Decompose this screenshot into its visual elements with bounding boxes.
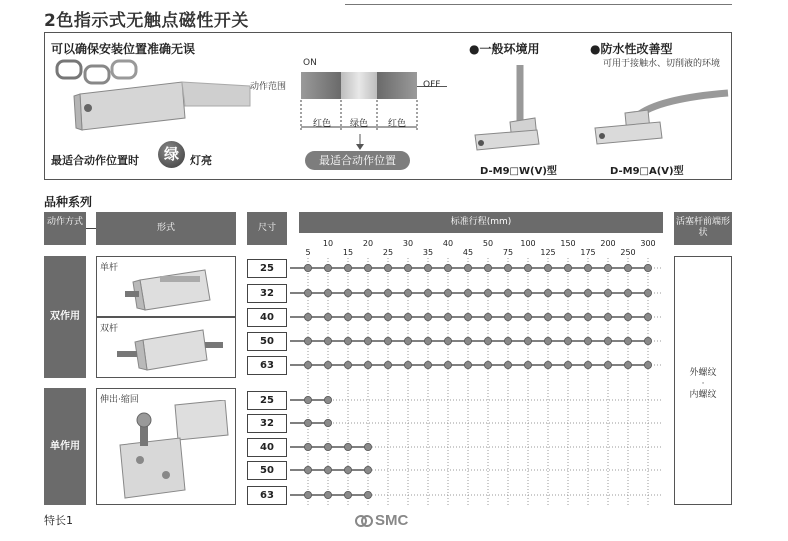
stroke-dot (564, 264, 571, 271)
action-single: 单作用 (44, 388, 86, 505)
form-extend-retract-label: 伸出·缩回 (100, 395, 139, 405)
stroke-dot (384, 361, 391, 368)
stroke-dot (324, 419, 331, 426)
stroke-dot (584, 361, 591, 368)
caption-suffix: 灯亮 (190, 154, 212, 167)
stroke-dot (524, 313, 531, 320)
stroke-dot (624, 289, 631, 296)
size-cell: 63 (247, 486, 287, 505)
stroke-label: 100 (520, 239, 536, 248)
stroke-dot (364, 337, 371, 344)
stroke-dot (644, 264, 651, 271)
stroke-dot (524, 337, 531, 344)
green-lamp-icon: 绿 (158, 141, 185, 168)
stroke-label: 75 (502, 248, 514, 257)
stroke-dot (644, 361, 651, 368)
stroke-label: 5 (305, 248, 311, 257)
variant-waterproof-model: D-M9□A(V)型 (610, 166, 684, 177)
stroke-label: 150 (560, 239, 576, 248)
smc-logo-icon (355, 513, 373, 529)
stroke-dot (524, 361, 531, 368)
stroke-dot (304, 361, 311, 368)
stroke-dot (604, 289, 611, 296)
stroke-dot (324, 491, 331, 498)
stroke-dot (324, 466, 331, 473)
stroke-label: 35 (422, 248, 434, 257)
stroke-dot (324, 361, 331, 368)
stroke-dot (364, 443, 371, 450)
stroke-dot (544, 264, 551, 271)
stroke-label: 40 (442, 239, 454, 248)
stroke-dot (324, 289, 331, 296)
stroke-label: 200 (600, 239, 616, 248)
stroke-label: 45 (462, 248, 474, 257)
stroke-dot (564, 289, 571, 296)
stroke-label: 25 (382, 248, 394, 257)
feature-heading: 可以确保安装位置准确无误 (51, 42, 196, 56)
stroke-dot (584, 337, 591, 344)
stroke-dot (444, 264, 451, 271)
stroke-dot (564, 361, 571, 368)
stroke-dot (304, 491, 311, 498)
size-cell: 63 (247, 356, 287, 375)
stroke-dot (464, 264, 471, 271)
stroke-dot (624, 313, 631, 320)
stroke-dot (404, 361, 411, 368)
size-cell: 25 (247, 391, 287, 410)
stroke-dot (464, 313, 471, 320)
stroke-dot (464, 337, 471, 344)
stroke-dot (404, 264, 411, 271)
stroke-dot (504, 361, 511, 368)
action-double: 双作用 (44, 256, 86, 378)
stroke-dot (304, 264, 311, 271)
header-rod-shape: 活塞杆前端形状 (674, 212, 732, 245)
stroke-dot (504, 264, 511, 271)
stroke-dot (504, 313, 511, 320)
stroke-dot (304, 396, 311, 403)
stroke-dot (404, 337, 411, 344)
stroke-dot (304, 313, 311, 320)
stroke-dot (344, 361, 351, 368)
size-cell: 25 (247, 259, 287, 278)
stroke-dot (444, 361, 451, 368)
off-label: OFF (423, 80, 441, 90)
rod-shape-label: 外螺纹 · 内螺纹 (689, 368, 717, 400)
size-cell: 40 (247, 438, 287, 457)
variant-general-heading: ●一般环境用 (469, 42, 540, 56)
stroke-dot (484, 264, 491, 271)
stroke-dot (444, 337, 451, 344)
zone-label-green: 绿色 (349, 119, 368, 129)
header-action: 动作方式 (44, 212, 86, 245)
stroke-dot (644, 313, 651, 320)
stroke-dot (324, 337, 331, 344)
stroke-dot (524, 264, 531, 271)
stroke-dot (544, 337, 551, 344)
stroke-dot (624, 361, 631, 368)
stroke-dot (384, 337, 391, 344)
form-double-rod-label: 双杆 (100, 324, 119, 334)
stroke-dot (364, 466, 371, 473)
stroke-dot (544, 289, 551, 296)
stroke-dot (424, 289, 431, 296)
stroke-dot (364, 313, 371, 320)
caption-prefix: 最适合动作位置时 (51, 154, 139, 167)
stroke-dot (444, 289, 451, 296)
range-label: 动作范围 (250, 82, 287, 92)
header-stroke: 标准行程(mm) (299, 212, 663, 233)
stroke-dot (344, 313, 351, 320)
stroke-dot (344, 264, 351, 271)
stroke-dot (544, 361, 551, 368)
stroke-dot (504, 289, 511, 296)
variant-waterproof-note: 可用于接触水、切削液的环境 (603, 59, 721, 69)
stroke-dot (364, 491, 371, 498)
stroke-dot (304, 289, 311, 296)
page-number: 特长1 (44, 514, 73, 527)
stroke-dot (604, 264, 611, 271)
stroke-dot (324, 313, 331, 320)
stroke-dot (384, 313, 391, 320)
zone-label-red-left: 红色 (312, 119, 331, 129)
stroke-dot (364, 289, 371, 296)
stroke-dot (384, 264, 391, 271)
form-single-rod-label: 单杆 (100, 263, 119, 273)
stroke-label: 250 (620, 248, 636, 257)
page-title: 2色指示式无触点磁性开关 (44, 11, 249, 31)
stroke-dot (504, 337, 511, 344)
stroke-dot (604, 313, 611, 320)
stroke-dot (644, 289, 651, 296)
stroke-dot (344, 443, 351, 450)
size-cell: 32 (247, 414, 287, 433)
stroke-label: 125 (540, 248, 556, 257)
stroke-dot (424, 361, 431, 368)
stroke-dot (344, 337, 351, 344)
stroke-dot (324, 396, 331, 403)
stroke-dot (364, 361, 371, 368)
stroke-dot (544, 313, 551, 320)
size-cell: 40 (247, 308, 287, 327)
stroke-label: 50 (482, 239, 494, 248)
stroke-dot (484, 313, 491, 320)
stroke-dot (344, 289, 351, 296)
stroke-dot (304, 419, 311, 426)
size-cell: 50 (247, 461, 287, 480)
stroke-label: 10 (322, 239, 334, 248)
header-form: 形式 (96, 212, 236, 245)
stroke-dot (324, 443, 331, 450)
stroke-dot (584, 313, 591, 320)
stroke-dot (364, 264, 371, 271)
stroke-dot (564, 337, 571, 344)
on-label: ON (303, 58, 317, 68)
stroke-dot (424, 264, 431, 271)
series-heading: 品种系列 (44, 195, 93, 209)
stroke-label: 300 (640, 239, 656, 248)
stroke-dot (344, 466, 351, 473)
stroke-dot (404, 289, 411, 296)
stroke-dot (604, 337, 611, 344)
stroke-dot (464, 361, 471, 368)
brand-logo: SMC (375, 512, 409, 529)
variant-waterproof-heading: ●防水性改善型 (590, 42, 673, 56)
stroke-dot (524, 289, 531, 296)
stroke-dot (584, 289, 591, 296)
stroke-dot (384, 289, 391, 296)
stroke-label: 15 (342, 248, 354, 257)
stroke-dot (624, 337, 631, 344)
stroke-dot (324, 264, 331, 271)
stroke-dot (304, 337, 311, 344)
stroke-dot (484, 361, 491, 368)
stroke-dot (604, 361, 611, 368)
stroke-dot (404, 313, 411, 320)
stroke-dot (484, 289, 491, 296)
stroke-dot (424, 337, 431, 344)
stroke-dot (484, 337, 491, 344)
stroke-dot (304, 466, 311, 473)
stroke-label: 175 (580, 248, 596, 257)
stroke-dot (464, 289, 471, 296)
size-cell: 32 (247, 284, 287, 303)
variant-general-model: D-M9□W(V)型 (480, 166, 557, 177)
stroke-dot (644, 337, 651, 344)
stroke-dot (564, 313, 571, 320)
header-size: 尺寸 (247, 212, 287, 245)
optimum-position-badge: 最适合动作位置 (305, 151, 410, 170)
stroke-dot (424, 313, 431, 320)
stroke-dot (624, 264, 631, 271)
stroke-dot (444, 313, 451, 320)
stroke-dot (304, 443, 311, 450)
stroke-label: 30 (402, 239, 414, 248)
stroke-dot (344, 491, 351, 498)
zone-label-red-right: 红色 (387, 119, 406, 129)
size-cell: 50 (247, 332, 287, 351)
stroke-dot (584, 264, 591, 271)
stroke-label: 20 (362, 239, 374, 248)
